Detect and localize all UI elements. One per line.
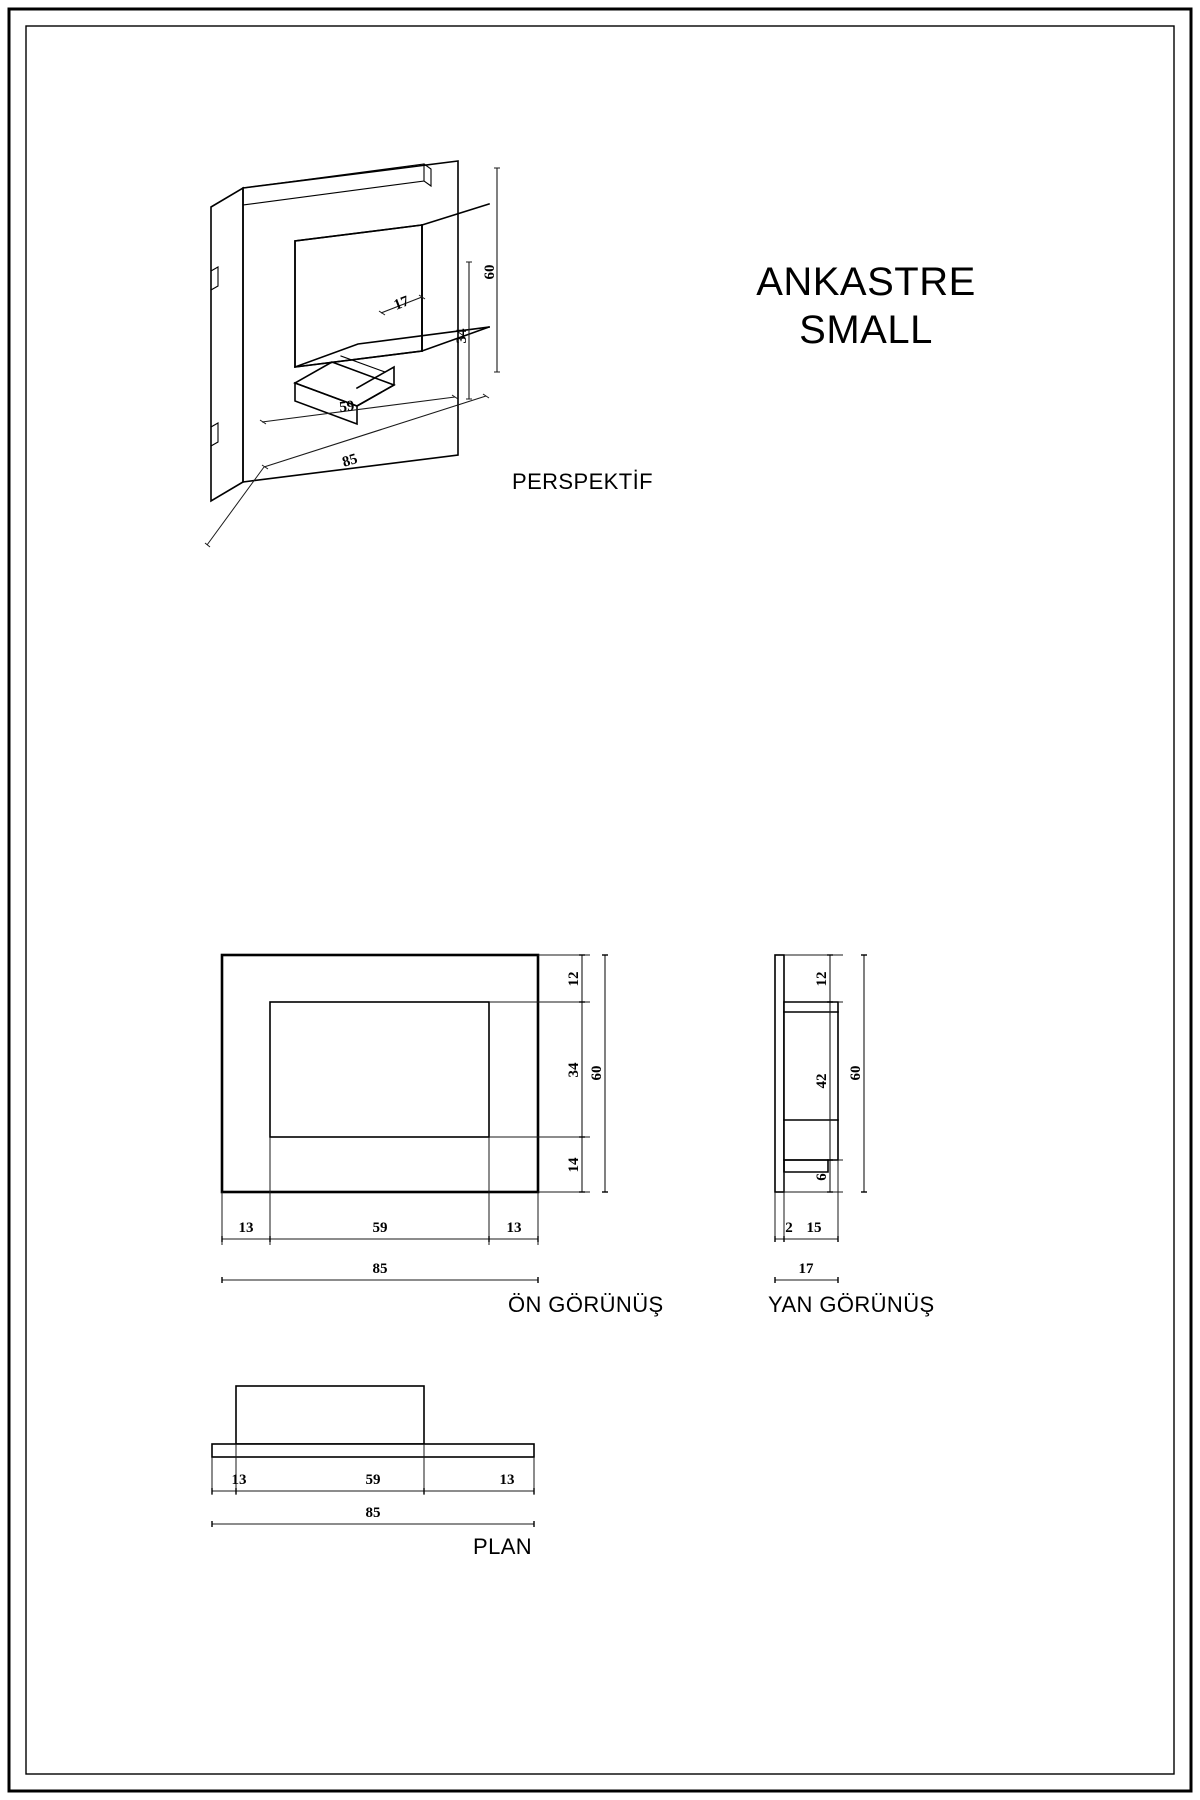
side-dim-15-text: 15 <box>806 1220 822 1236</box>
front-dim-14-text: 14 <box>566 1157 582 1173</box>
front-dim-59-text: 59 <box>372 1220 388 1236</box>
side-view-label: YAN GÖRÜNÜŞ <box>768 1292 935 1317</box>
perspective-dim-17-text: 17 <box>391 293 412 314</box>
side-dim-6-text: 6 <box>814 1173 830 1181</box>
title-line-2: SMALL <box>799 308 933 352</box>
plan-base-plate <box>212 1444 534 1457</box>
plan-dim-13-right-text: 13 <box>499 1472 515 1488</box>
side-dim-60-text: 60 <box>848 1065 864 1081</box>
front-opening <box>270 1002 489 1137</box>
front-dim-34-text: 34 <box>566 1062 582 1078</box>
side-face-plate <box>775 955 784 1192</box>
front-view-label: ÖN GÖRÜNÜŞ <box>508 1292 664 1317</box>
front-dim-12-text: 12 <box>566 971 582 987</box>
perspective-view-label: PERSPEKTİF <box>512 469 653 494</box>
side-dim-2-text: 2 <box>785 1220 793 1236</box>
perspective-dim-85-text: 85 <box>340 451 360 471</box>
plan-body-box <box>236 1386 424 1444</box>
front-dim-13-right-text: 13 <box>506 1220 522 1236</box>
plan-dim-59-text: 59 <box>365 1472 381 1488</box>
perspective-dim-59-text: 59 <box>338 398 356 416</box>
side-dim-42-text: 42 <box>814 1073 830 1089</box>
perspective-dim-60-text: 60 <box>482 264 498 280</box>
side-dim-17-text: 17 <box>798 1261 814 1277</box>
plan-view-label: PLAN <box>473 1534 533 1559</box>
front-dim-60-text: 60 <box>589 1065 605 1081</box>
perspective-dim-34-text: 34 <box>454 328 470 344</box>
plan-dim-85-text: 85 <box>365 1505 381 1521</box>
front-dim-13-left-text: 13 <box>238 1220 254 1236</box>
plan-dim-13-left-text: 13 <box>231 1472 247 1488</box>
front-dim-85-text: 85 <box>372 1261 388 1277</box>
side-dim-12-text: 12 <box>814 971 830 987</box>
title-line-1: ANKASTRE <box>756 260 976 304</box>
